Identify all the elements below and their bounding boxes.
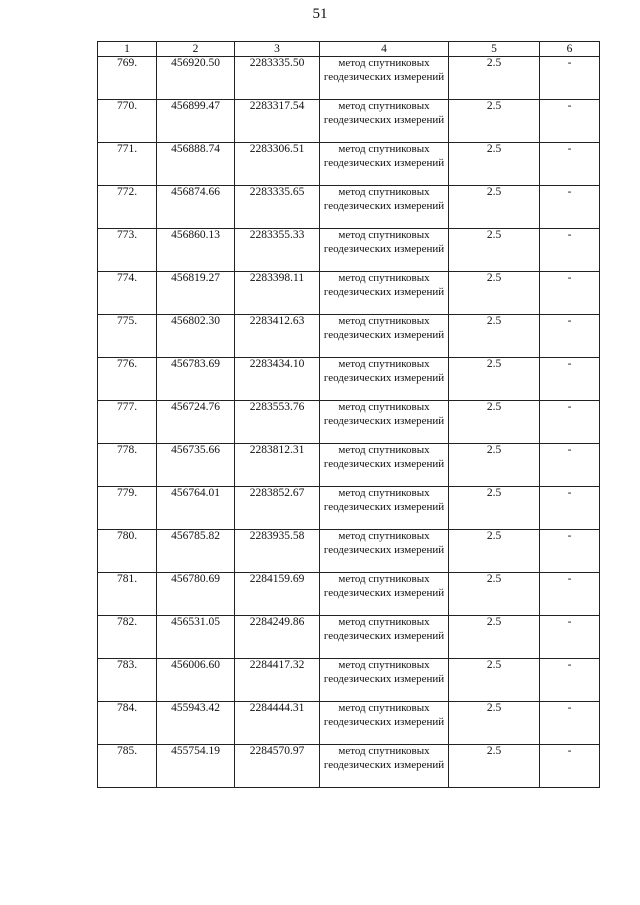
table-row: [98, 57, 600, 100]
accuracy-cell: 2.5: [449, 530, 540, 573]
x-coordinate-cell: 456920.50: [157, 57, 235, 100]
note-cell: -: [540, 143, 600, 186]
y-coordinate-cell: 2284159.69: [235, 573, 320, 616]
point-number-cell: 779.: [98, 487, 157, 530]
table-row: [98, 616, 600, 659]
method-cell: метод спутниковых геодезических измерений: [320, 659, 449, 702]
method-cell: метод спутниковых геодезических измерений: [320, 444, 449, 487]
table-row: [98, 186, 600, 229]
method-cell: метод спутниковых геодезических измерений: [320, 272, 449, 315]
point-number-cell: 780.: [98, 530, 157, 573]
y-coordinate-cell: 2283852.67: [235, 487, 320, 530]
table-row: [98, 143, 600, 186]
point-number-cell: 784.: [98, 702, 157, 745]
y-coordinate-cell: 2283935.58: [235, 530, 320, 573]
y-coordinate-cell: 2283812.31: [235, 444, 320, 487]
method-cell: метод спутниковых геодезических измерений: [320, 745, 449, 788]
x-coordinate-cell: 456860.13: [157, 229, 235, 272]
method-cell: метод спутниковых геодезических измерений: [320, 530, 449, 573]
table-header-row: [98, 42, 600, 57]
y-coordinate-cell: 2283553.76: [235, 401, 320, 444]
column-header: 3: [235, 42, 320, 57]
accuracy-cell: 2.5: [449, 358, 540, 401]
x-coordinate-cell: 456888.74: [157, 143, 235, 186]
point-number-cell: 769.: [98, 57, 157, 100]
column-header: 6: [540, 42, 600, 57]
accuracy-cell: 2.5: [449, 659, 540, 702]
table-row: [98, 702, 600, 745]
x-coordinate-cell: 456724.76: [157, 401, 235, 444]
point-number-cell: 782.: [98, 616, 157, 659]
method-cell: метод спутниковых геодезических измерений: [320, 702, 449, 745]
x-coordinate-cell: 456819.27: [157, 272, 235, 315]
note-cell: -: [540, 186, 600, 229]
x-coordinate-cell: 456802.30: [157, 315, 235, 358]
accuracy-cell: 2.5: [449, 186, 540, 229]
column-header: 5: [449, 42, 540, 57]
method-cell: метод спутниковых геодезических измерений: [320, 100, 449, 143]
accuracy-cell: 2.5: [449, 57, 540, 100]
x-coordinate-cell: 456780.69: [157, 573, 235, 616]
note-cell: -: [540, 702, 600, 745]
note-cell: -: [540, 530, 600, 573]
y-coordinate-cell: 2284249.86: [235, 616, 320, 659]
table-row: [98, 487, 600, 530]
note-cell: -: [540, 401, 600, 444]
note-cell: -: [540, 616, 600, 659]
method-cell: метод спутниковых геодезических измерений: [320, 358, 449, 401]
point-number-cell: 781.: [98, 573, 157, 616]
point-number-cell: 775.: [98, 315, 157, 358]
table-row: [98, 229, 600, 272]
y-coordinate-cell: 2284417.32: [235, 659, 320, 702]
point-number-cell: 771.: [98, 143, 157, 186]
x-coordinate-cell: 455943.42: [157, 702, 235, 745]
note-cell: -: [540, 659, 600, 702]
note-cell: -: [540, 745, 600, 788]
column-header: 1: [98, 42, 157, 57]
method-cell: метод спутниковых геодезических измерений: [320, 57, 449, 100]
accuracy-cell: 2.5: [449, 702, 540, 745]
table-row: [98, 358, 600, 401]
accuracy-cell: 2.5: [449, 444, 540, 487]
note-cell: -: [540, 573, 600, 616]
y-coordinate-cell: 2283434.10: [235, 358, 320, 401]
coordinates-table: [97, 41, 600, 788]
table-row: [98, 530, 600, 573]
note-cell: -: [540, 57, 600, 100]
point-number-cell: 783.: [98, 659, 157, 702]
y-coordinate-cell: 2283398.11: [235, 272, 320, 315]
table-row: [98, 573, 600, 616]
table-row: [98, 315, 600, 358]
y-coordinate-cell: 2284444.31: [235, 702, 320, 745]
accuracy-cell: 2.5: [449, 401, 540, 444]
accuracy-cell: 2.5: [449, 487, 540, 530]
table-row: [98, 659, 600, 702]
note-cell: -: [540, 100, 600, 143]
note-cell: -: [540, 444, 600, 487]
table-body: [98, 57, 600, 788]
y-coordinate-cell: 2284570.97: [235, 745, 320, 788]
method-cell: метод спутниковых геодезических измерений: [320, 573, 449, 616]
y-coordinate-cell: 2283317.54: [235, 100, 320, 143]
y-coordinate-cell: 2283306.51: [235, 143, 320, 186]
note-cell: -: [540, 272, 600, 315]
point-number-cell: 774.: [98, 272, 157, 315]
x-coordinate-cell: 456785.82: [157, 530, 235, 573]
point-number-cell: 785.: [98, 745, 157, 788]
y-coordinate-cell: 2283355.33: [235, 229, 320, 272]
method-cell: метод спутниковых геодезических измерений: [320, 401, 449, 444]
method-cell: метод спутниковых геодезических измерений: [320, 186, 449, 229]
y-coordinate-cell: 2283335.65: [235, 186, 320, 229]
table-row: [98, 444, 600, 487]
note-cell: -: [540, 229, 600, 272]
x-coordinate-cell: 456735.66: [157, 444, 235, 487]
accuracy-cell: 2.5: [449, 143, 540, 186]
point-number-cell: 770.: [98, 100, 157, 143]
x-coordinate-cell: 456899.47: [157, 100, 235, 143]
accuracy-cell: 2.5: [449, 315, 540, 358]
accuracy-cell: 2.5: [449, 573, 540, 616]
x-coordinate-cell: 456874.66: [157, 186, 235, 229]
method-cell: метод спутниковых геодезических измерений: [320, 487, 449, 530]
page-number: 51: [312, 6, 328, 22]
column-header: 4: [320, 42, 449, 57]
note-cell: -: [540, 358, 600, 401]
table-row: [98, 745, 600, 788]
method-cell: метод спутниковых геодезических измерений: [320, 229, 449, 272]
note-cell: -: [540, 487, 600, 530]
point-number-cell: 778.: [98, 444, 157, 487]
method-cell: метод спутниковых геодезических измерений: [320, 315, 449, 358]
accuracy-cell: 2.5: [449, 745, 540, 788]
column-header: 2: [157, 42, 235, 57]
point-number-cell: 776.: [98, 358, 157, 401]
method-cell: метод спутниковых геодезических измерений: [320, 616, 449, 659]
accuracy-cell: 2.5: [449, 100, 540, 143]
point-number-cell: 777.: [98, 401, 157, 444]
table-row: [98, 100, 600, 143]
y-coordinate-cell: 2283412.63: [235, 315, 320, 358]
x-coordinate-cell: 456531.05: [157, 616, 235, 659]
table-row: [98, 401, 600, 444]
x-coordinate-cell: 456006.60: [157, 659, 235, 702]
note-cell: -: [540, 315, 600, 358]
point-number-cell: 773.: [98, 229, 157, 272]
method-cell: метод спутниковых геодезических измерений: [320, 143, 449, 186]
accuracy-cell: 2.5: [449, 272, 540, 315]
point-number-cell: 772.: [98, 186, 157, 229]
x-coordinate-cell: 456783.69: [157, 358, 235, 401]
table-row: [98, 272, 600, 315]
x-coordinate-cell: 455754.19: [157, 745, 235, 788]
y-coordinate-cell: 2283335.50: [235, 57, 320, 100]
x-coordinate-cell: 456764.01: [157, 487, 235, 530]
accuracy-cell: 2.5: [449, 616, 540, 659]
accuracy-cell: 2.5: [449, 229, 540, 272]
